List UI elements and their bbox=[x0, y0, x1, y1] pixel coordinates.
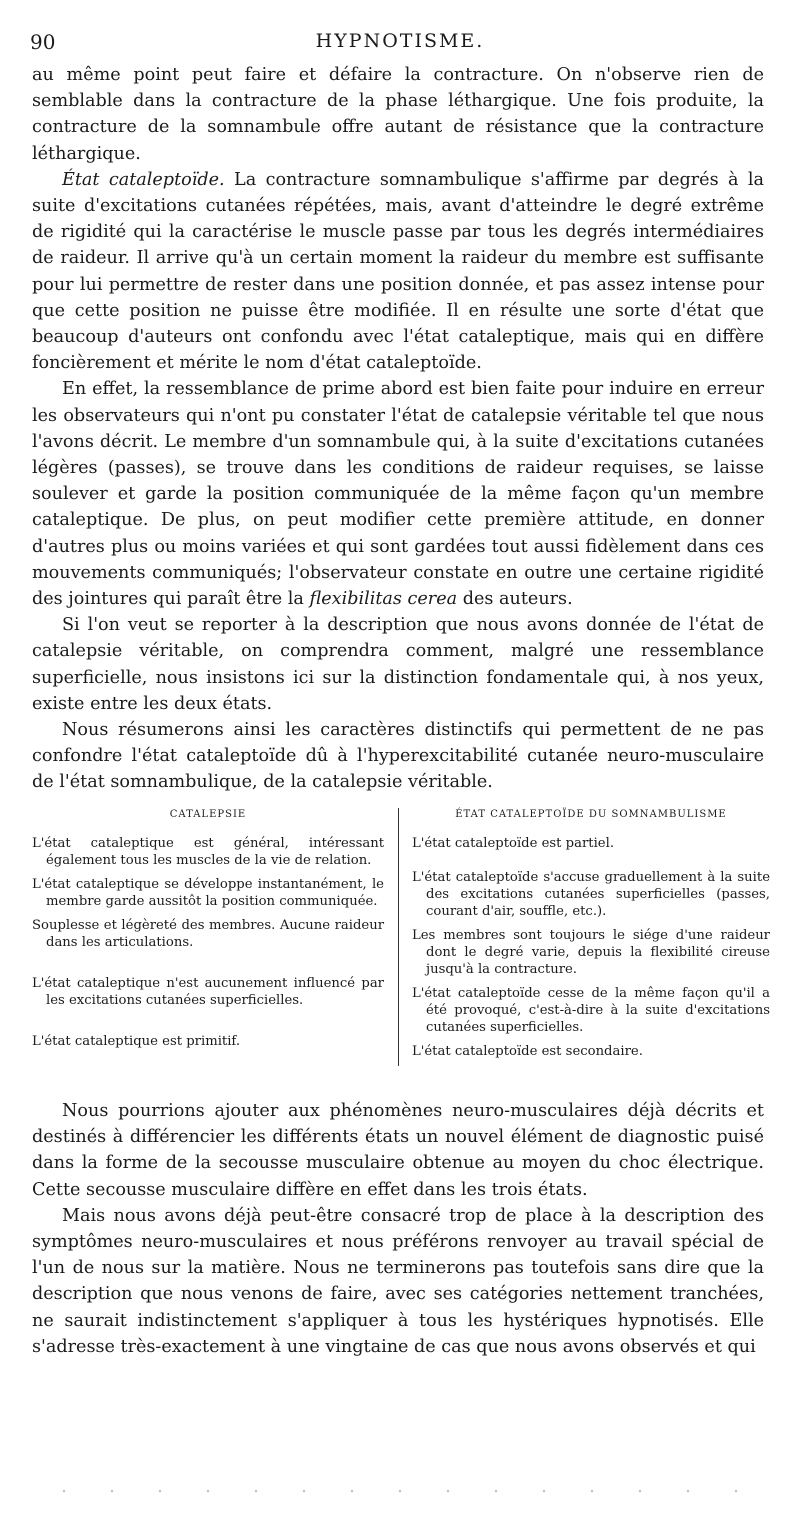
paragraph: au même point peut faire et défaire la contracture. On n'observe rien de semblable dans la contracture de la phase léthargique. Une fois produite, la contracture de la somnambule offre autant de résistance que la contracture léthargique. bbox=[32, 65, 764, 164]
paragraph bbox=[32, 376, 764, 612]
body-text-bottom bbox=[32, 1098, 764, 1360]
table-cell: Les membres sont toujours le siége d'une raideur dont le degré varie, depuis la flexibilité cireuse jusqu'à la contracture. bbox=[412, 928, 770, 977]
table-column-catalepsie bbox=[32, 806, 384, 1057]
page-number: 90 bbox=[30, 30, 56, 54]
paragraph-text: En effet, la ressemblance de prime abord est bien faite pour induire en erreur les observateurs qui n'ont pu constater l'état de catalepsie véritable tel que nous l'avons décrit. Le membre d'un somnambule qui, à la suite d'excitations cutanées légères (passes), se trouve dans les conditions de raideur requises, se laisse soulever et garde la position communiquée de la même façon qu'un membre cataleptique. De plus, on peut modifier cette première attitude, en donner d'autres plus ou moins variées et qui sont gardées tout aussi fidèlement dans ces mouvements communiqués; l'observateur constate en outre une certaine rigidité des jointures qui paraît être la bbox=[32, 379, 764, 610]
paragraph bbox=[32, 167, 764, 377]
paragraph: Mais nous avons déjà peut-être consacré trop de place à la description des symptômes neuro-musculaires et nous préférons renvoyer au travail spécial de l'un de nous sur la matière. Nous ne terminerons pas toutefois sans dire que la description que nous venons de faire, avec ses catégories nettement tranchées, ne saurait indistinctement s'appliquer à tous les hystériques hypnotisés. Elle s'adresse très-exactement à une vingtaine de cas que nous avons observés et qui bbox=[32, 1205, 764, 1357]
column-header: CATALEPSIE bbox=[169, 809, 247, 820]
paragraph: Nous résumerons ainsi les caractères distinctifs qui permettent de ne pas confondre l'état cataleptoïde dû à l'hyperexcitabilité cutanée neuro-musculaire de l'état somnambulique, de la catalepsie véritable. bbox=[32, 720, 764, 793]
paragraph: Si l'on veut se reporter à la description que nous avons donnée de l'état de catalepsie véritable, on comprendra comment, malgré une ressemblance superficielle, nous insistons ici sur la distinction fondamentale qui, à nos yeux, existe entre les deux états. bbox=[32, 615, 764, 714]
table-cell: L'état cataleptique se développe instantanément, le membre garde aussitôt la position communiquée. bbox=[32, 877, 384, 909]
page-header bbox=[30, 30, 770, 56]
paragraph-text: La contracture somnambulique s'affirme par degrés à la suite d'excitations cutanées répétées, mais, avant d'atteindre le degré extrême de rigidité qui la caractérise le muscle passe par tous les degrés intermédiaires de raideur. Il arrive qu'à un certain moment la raideur du membre est suffisante pour lui permettre de rester dans une position donnée, et pas assez intense pour que cette position ne puisse être modifiée. Il en résulte une sorte d'état que beaucoup d'auteurs ont confondu avec l'état cataleptique, mais qui en diffère foncièrement et mérite le nom d'état cataleptoïde. bbox=[32, 169, 765, 374]
body-text-top bbox=[32, 62, 764, 796]
table-cell: Souplesse et légèreté des membres. Aucune raideur dans les articulations. bbox=[32, 918, 384, 950]
running-title: HYPNOTISME. bbox=[315, 30, 485, 52]
section-heading: État cataleptoïde. bbox=[62, 169, 225, 190]
emphasis: flexibilitas cerea bbox=[309, 589, 458, 610]
table-cell: L'état cataleptoïde est partiel. bbox=[412, 836, 615, 851]
paragraph: Nous pourrions ajouter aux phénomènes neuro-musculaires déjà décrits et destinés à différencier les différents états un nouvel élément de diagnostic puisé dans la forme de la secousse musculaire obtenue au moyen du choc électrique. Cette secousse musculaire diffère en effet dans les trois états. bbox=[32, 1101, 764, 1200]
column-header: ÉTAT CATALEPTOÏDE DU SOMNAMBULISME bbox=[455, 809, 727, 820]
comparison-table bbox=[32, 806, 770, 1066]
table-cell: L'état cataleptoïde s'accuse graduellement à la suite des excitations cutanées superficielles (passes, courant d'air, souffle, etc.). bbox=[412, 870, 770, 919]
table-cell: L'état cataleptoïde est secondaire. bbox=[412, 1044, 643, 1059]
table-column-cataleptoide bbox=[412, 806, 770, 1067]
table-cell: L'état cataleptique est primitif. bbox=[32, 1034, 241, 1049]
table-cell: L'état cataleptique n'est aucunement influencé par les excitations cutanées superficielles. bbox=[32, 976, 384, 1008]
table-cell: L'état cataleptoïde cesse de la même façon qu'il a été provoqué, c'est-à-dire à la suite d'excitations cutanées superficielles. bbox=[412, 986, 770, 1035]
column-divider bbox=[398, 808, 399, 1066]
table-cell: L'état cataleptique est général, intéressant également tous les muscles de la vie de relation. bbox=[32, 836, 384, 868]
page-specks bbox=[40, 1488, 760, 1494]
paragraph-text-tail: des auteurs. bbox=[457, 589, 573, 610]
